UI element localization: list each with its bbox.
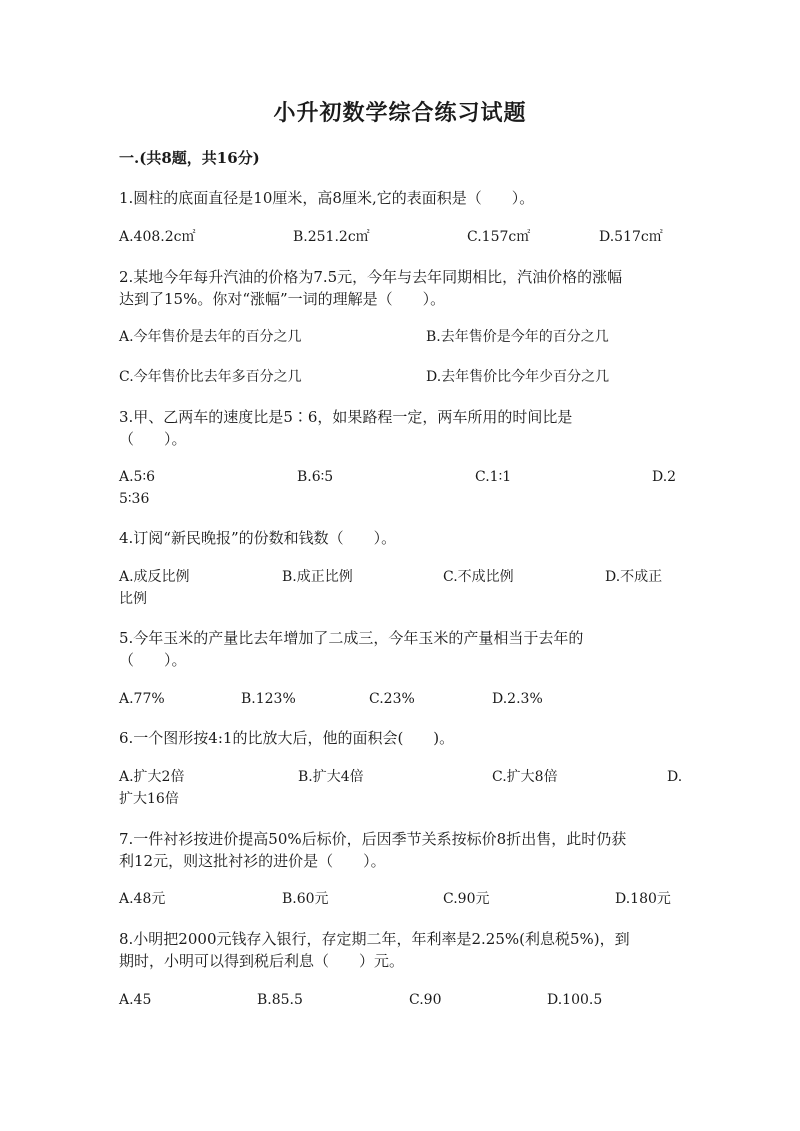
question-7-option-b: B.60元 — [282, 891, 329, 907]
question-7-stem — [119, 828, 689, 872]
question-5-option-a: A.77% — [119, 691, 165, 707]
question-7-option-a: A.48元 — [119, 891, 166, 907]
question-1-option-d: D.517c㎡ — [599, 229, 663, 245]
question-2-option-a: A.今年售价是去年的百分之几 — [119, 329, 302, 345]
question-6-option-d-continued: 扩大16倍 — [119, 791, 179, 807]
question-8-option-d: D.100.5 — [547, 992, 603, 1008]
question-5-option-d: D.2.3% — [492, 691, 543, 707]
question-6-option-b: B.扩大4倍 — [298, 769, 364, 785]
question-6-option-c: C.扩大8倍 — [492, 769, 558, 785]
stem-line: 2.某地今年每升汽油的价格为7.5元，今年与去年同期相比，汽油价格的涨幅 — [119, 268, 623, 286]
stem-line: 达到了15%。你对“涨幅”一词的理解是（ ）。 — [119, 290, 446, 308]
question-1-option-a: A.408.2c㎡ — [119, 229, 196, 245]
question-1-stem — [119, 187, 689, 209]
question-3-option-b: B.6∶5 — [297, 469, 334, 485]
question-3-option-d-continued: 5∶36 — [119, 491, 150, 507]
question-2-option-b: B.去年售价是今年的百分之几 — [426, 329, 609, 345]
question-8-option-a: A.45 — [119, 992, 152, 1008]
question-7-option-d: D.180元 — [615, 891, 671, 907]
question-4-option-a: A.成反比例 — [119, 569, 190, 585]
stem-line: 5.今年玉米的产量比去年增加了二成三，今年玉米的产量相当于去年的 — [119, 629, 584, 647]
question-4-option-d-continued: 比例 — [119, 591, 147, 607]
question-1-option-c: C.157c㎡ — [467, 229, 531, 245]
question-5-option-c: C.23% — [369, 691, 415, 707]
stem-line: （ ）。 — [119, 430, 187, 448]
question-5-option-b: B.123% — [241, 691, 296, 707]
question-6-stem — [119, 727, 689, 749]
question-5-stem — [119, 627, 689, 671]
stem-line: 1.圆柱的底面直径是10厘米，高8厘米,它的表面积是（ ）。 — [119, 189, 535, 207]
stem-line: 利12元，则这批衬衫的进价是（ ）。 — [119, 852, 386, 870]
question-3-option-d: D.2 — [652, 469, 677, 485]
stem-line: 7.一件衬衫按进价提高50%后标价，后因季节关系按标价8折出售，此时仍获 — [119, 830, 627, 848]
question-2-option-c: C.今年售价比去年多百分之几 — [119, 369, 302, 385]
question-3-option-a: A.5∶6 — [119, 469, 156, 485]
question-4-stem — [119, 527, 689, 549]
stem-line: （ ）。 — [119, 651, 187, 669]
question-4-option-c: C.不成比例 — [443, 569, 514, 585]
question-4-option-b: B.成正比例 — [282, 569, 353, 585]
question-2-stem — [119, 266, 689, 310]
page-title: 小升初数学综合练习试题 — [273, 100, 527, 126]
stem-line: 3.甲、乙两车的速度比是5∶6，如果路程一定，两车所用的时间比是 — [119, 408, 573, 426]
stem-line: 6.一个图形按4:1的比放大后，他的面积会( )。 — [119, 729, 455, 747]
question-3-option-c: C.1∶1 — [475, 469, 512, 485]
question-6-option-a: A.扩大2倍 — [119, 769, 185, 785]
stem-line: 期时，小明可以得到税后利息（ ）元。 — [119, 952, 405, 970]
question-8-option-c: C.90 — [409, 992, 442, 1008]
question-8-stem — [119, 928, 689, 972]
question-6-option-d: D. — [667, 769, 683, 785]
question-8-option-b: B.85.5 — [257, 992, 303, 1008]
stem-line: 4.订阅“新民晚报”的份数和钱数（ ）。 — [119, 529, 397, 547]
question-2-option-d: D.去年售价比今年少百分之几 — [426, 369, 610, 385]
section-heading: 一.(共8题，共16分) — [119, 149, 260, 167]
question-7-option-c: C.90元 — [443, 891, 490, 907]
stem-line: 8.小明把2000元钱存入银行，存定期二年，年利率是2.25%(利息税5%)，到 — [119, 930, 630, 948]
question-4-option-d: D.不成正 — [605, 569, 663, 585]
question-3-stem — [119, 406, 689, 450]
question-1-option-b: B.251.2c㎡ — [293, 229, 370, 245]
